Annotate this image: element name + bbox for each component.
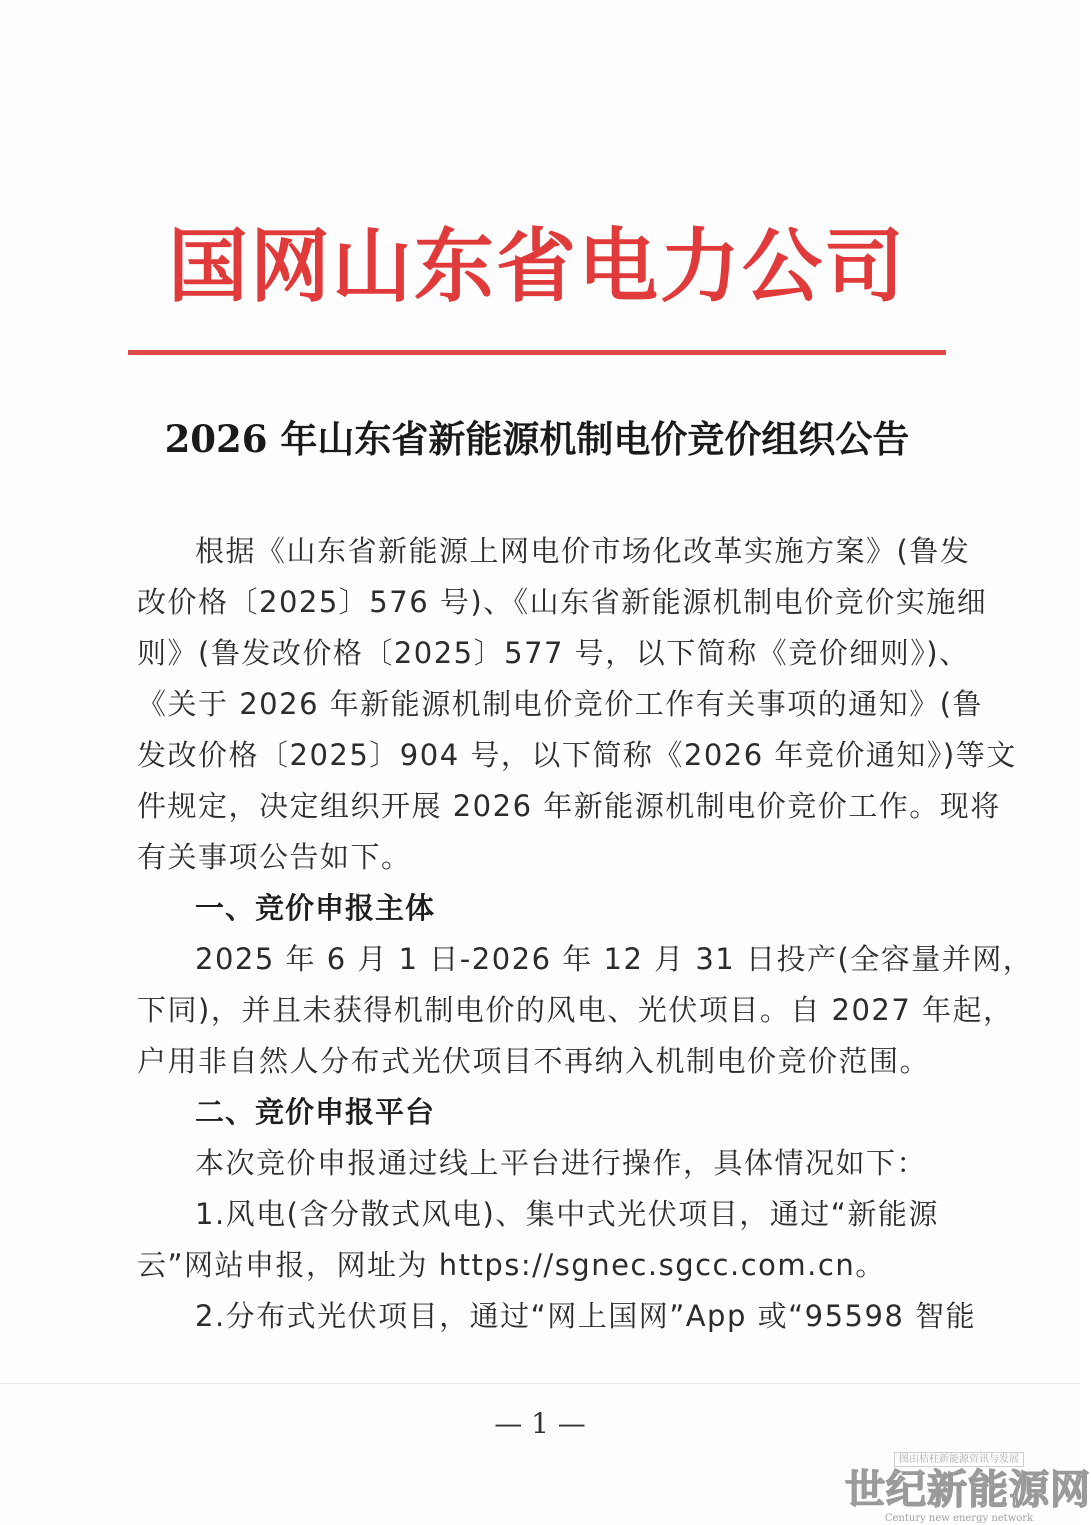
body-paragraph-line: 1.风电(含分散式风电)、集中式光伏项目，通过“新能源 — [195, 1197, 939, 1231]
organization-header: 国网山东省电力公司 — [168, 219, 906, 313]
watermark-tagline: 图由桔柱新能源资讯与发展 — [894, 1452, 1024, 1467]
body-paragraph-line: 2.分布式光伏项目，通过“网上国网”App 或“95598 智能 — [195, 1299, 977, 1333]
red-divider-line — [128, 350, 946, 355]
body-paragraph-line: 发改价格〔2025〕904 号，以下简称《2026 年竞价通知》)等文 — [137, 738, 1017, 772]
body-paragraph-line: 云”网站申报，网址为 https://sgnec.sgcc.com.cn。 — [137, 1248, 886, 1282]
document-body — [137, 526, 1034, 1342]
body-paragraph-line: 户用非自然人分布式光伏项目不再纳入机制电价竞价范围。 — [137, 1044, 931, 1078]
footer-divider — [0, 1383, 1080, 1384]
page-number: — 1 — — [494, 1407, 586, 1440]
body-paragraph-line: 《关于 2026 年新能源机制电价竞价工作有关事项的通知》(鲁 — [137, 687, 984, 721]
body-paragraph-line: 2025 年 6 月 1 日-2026 年 12 月 31 日投产(全容量并网， — [195, 942, 1034, 976]
body-paragraph-line: 有关事项公告如下。 — [137, 840, 412, 874]
watermark-site-name: 世纪新能源网 — [845, 1466, 1091, 1513]
body-paragraph-line: 根据《山东省新能源上网电价市场化改革实施方案》(鲁发 — [195, 534, 971, 568]
body-paragraph-line: 件规定，决定组织开展 2026 年新能源机制电价竞价工作。现将 — [137, 789, 1001, 823]
body-paragraph-line: 下同)，并且未获得机制电价的风电、光伏项目。自 2027 年起， — [137, 993, 1014, 1027]
body-paragraph-line: 本次竞价申报通过线上平台进行操作，具体情况如下： — [195, 1146, 928, 1180]
body-paragraph-line: 则》(鲁发改价格〔2025〕577 号，以下简称《竞价细则》)、 — [137, 636, 970, 670]
document-title: 2026 年山东省新能源机制电价竞价组织公告 — [164, 417, 910, 461]
watermark-english-name: Century new energy network — [884, 1513, 1034, 1524]
body-paragraph-line: 改价格〔2025〕576 号)、《山东省新能源机制电价竞价实施细 — [137, 585, 988, 619]
section-heading: 一、竞价申报主体 — [195, 891, 436, 925]
section-heading: 二、竞价申报平台 — [195, 1095, 436, 1129]
watermark-logo — [845, 1447, 1091, 1525]
